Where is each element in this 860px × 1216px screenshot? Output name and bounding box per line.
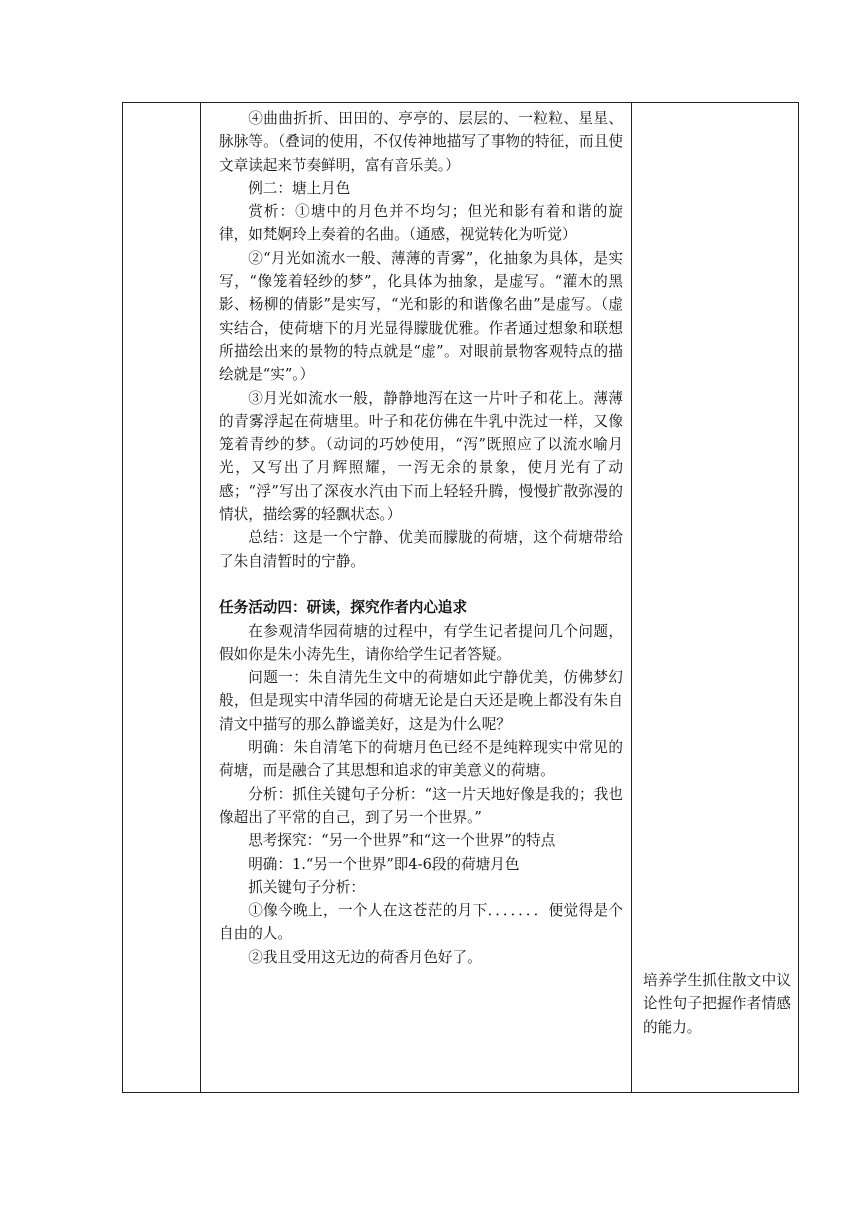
paragraph-clarify: 明确：1.“另一个世界”即4-6段的荷塘月色 <box>248 855 520 873</box>
lesson-table <box>122 102 799 1093</box>
design-intent-note: 培养学生抓住散文中议论性句子把握作者情感的能力。 <box>643 972 791 1036</box>
task-heading: 任务活动四：研读，探究作者内心追求 <box>219 599 468 617</box>
paragraph-analysis: 分析：抓住关键句子分析：“这一片天地好像是我的；我也像超出了平常的自己，到了另一个世界。” <box>219 785 623 826</box>
paragraph-answer: 明确：朱自清笔下的荷塘月色已经不是纯粹现实中常见的荷塘，而是融合了其思想和追求的审美意义的荷塘。 <box>219 739 623 780</box>
paragraph-summary: 总结：这是一个宁静、优美而朦胧的荷塘，这个荷塘带给了朱自清暂时的宁静。 <box>219 529 623 570</box>
paragraph-real-virtual: ②“月光如流水一般、薄薄的青雾”，化抽象为具体，是实写，“像笼着轻纱的梦”，化具体为抽象，是虚写。“灌木的黑影、杨柳的倩影”是实写，“光和影的和谐像名曲”是虚写。（虚实结合，使荷塘下的月光显得朦胧优雅。作者通过想象和联想所描绘出来的景物的特点就是“虚”。对眼前景物客观特点的描绘就是“实”。） <box>219 249 623 384</box>
paragraph-question-one: 问题一：朱自清先生文中的荷塘如此宁静优美，仿佛梦幻般，但是现实中清华园的荷塘无论是白天还是晚上都没有朱自清文中描写的那么静谧美好，这是为什么呢？ <box>219 669 623 733</box>
paragraph-example-two: 例二：塘上月色 <box>248 179 351 197</box>
column-divider-1 <box>200 103 201 1092</box>
paragraph-key-sentences: 抓关键句子分析： <box>248 878 365 896</box>
paragraph-think: 思考探究：“另一个世界”和“这一个世界”的特点 <box>248 832 556 850</box>
paragraph-sentence-one: ①像今晚上，一个人在这苍茫的月下．．．．．．．便觉得是个自由的人。 <box>219 902 623 943</box>
paragraph-reduplication: ④曲曲折折、田田的、亭亭的、层层的、一粒粒、星星、脉脉等。（叠词的使用，不仅传神地描写了事物的特征，而且使文章读起来节奏鲜明，富有音乐美。） <box>219 110 623 174</box>
paragraph-appreciation: 赏析：①塘中的月色并不均匀；但光和影有着和谐的旋律，如梵婀玲上奏着的名曲。（通感，视觉转化为听觉） <box>219 203 623 244</box>
paragraph-verbs: ③月光如流水一般，静静地泻在这一片叶子和花上。薄薄的青雾浮起在荷塘里。叶子和花仿佛在牛乳中洗过一样，又像笼着青纱的梦。（动词的巧妙使用，“泻”既照应了以流水喻月光，又写出了月辉照耀，一泻无余的景象，使月光有了动感；“浮”写出了深夜水汽由下而上轻轻升腾，慢慢扩散弥漫的情状，描绘雾的轻飘状态。） <box>219 389 623 524</box>
paragraph-intro: 在参观清华园荷塘的过程中，有学生记者提问几个问题，假如你是朱小涛先生，请你给学生记者答疑。 <box>219 622 623 663</box>
lesson-content-cell <box>209 103 631 969</box>
blank-line <box>219 573 623 596</box>
paragraph-sentence-two: ②我且受用这无边的荷香月色好了。 <box>248 948 482 966</box>
column-divider-2 <box>631 103 632 1092</box>
